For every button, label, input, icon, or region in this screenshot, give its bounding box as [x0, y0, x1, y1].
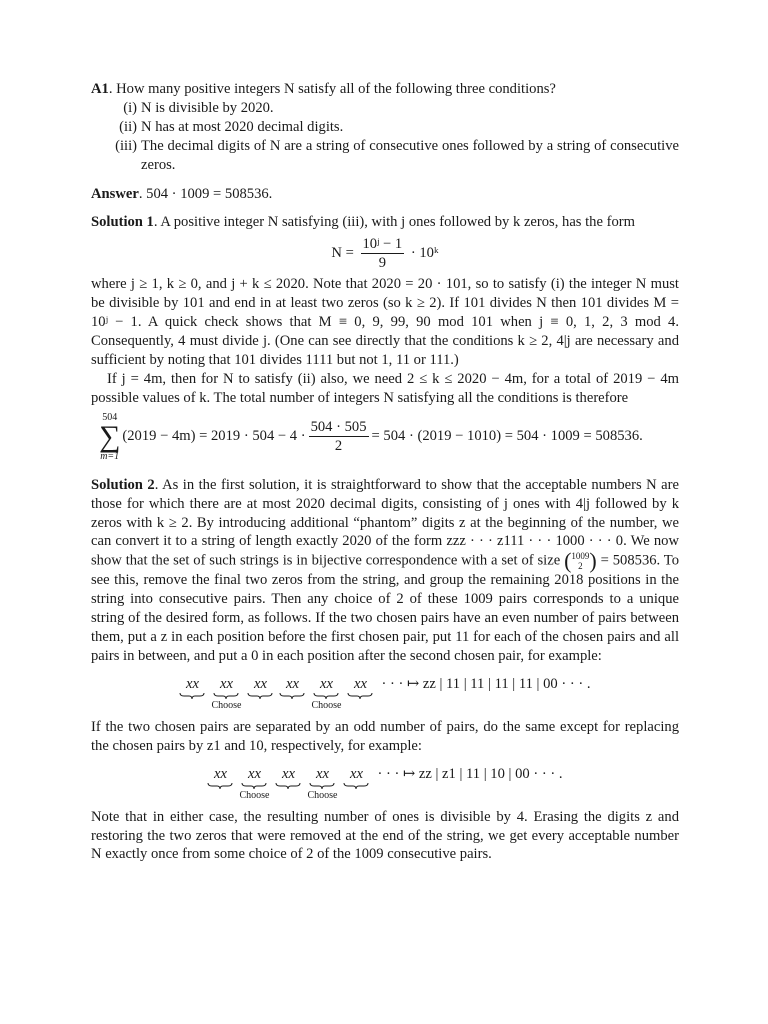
pair-text: xx	[219, 675, 233, 692]
answer-text: 504 · 1009 = 508536.	[146, 185, 273, 202]
pair-group	[239, 766, 269, 802]
pair-group	[307, 766, 337, 802]
pair-group	[279, 676, 305, 712]
choose-label: Choose	[311, 699, 342, 711]
example1-diagram	[91, 676, 679, 712]
sum-fraction-numerator: 504 · 505	[310, 419, 367, 436]
pair-group	[207, 766, 233, 802]
condition-number: (iii)	[115, 137, 137, 154]
sum-fraction-denominator: 2	[334, 438, 343, 455]
underbrace-icon	[213, 692, 239, 700]
underbrace-icon	[279, 692, 305, 700]
underbrace-icon	[241, 782, 267, 790]
choose-label	[259, 700, 262, 712]
choose-label: Choose	[239, 789, 270, 801]
solution1-paragraph2: If j = 4m, then for N to satisfy (ii) also, we need 2 ≤ k ≤ 2020 − 4m, for a total of 2019 − 4m possible values of k. The total number of integers N satisfying all the conditions is therefore	[91, 370, 679, 406]
pair-group	[275, 766, 301, 802]
binom-top: 1009	[571, 551, 590, 562]
choose-label	[359, 700, 362, 712]
pair-text: xx	[213, 765, 227, 782]
choose-label	[287, 790, 290, 802]
pair-text: xx	[285, 675, 299, 692]
pair-text: xx	[253, 675, 267, 692]
formula-numerator: 10ʲ − 1	[362, 236, 403, 253]
formula-n	[91, 236, 679, 271]
solution2-paragraph3: Note that in either case, the resulting number of ones is divisible by 4. Erasing the digits z and restoring the two zeros that were removed at the end of the string, we get every acceptable number N exactly once from some choice of 2 of the 1009 consecutive pairs.	[91, 808, 679, 863]
solution2-paragraph1: Solution 2. As in the first solution, it is straightforward to show that the acceptable numbers N are those for which there are at most 2020 decimal digits, consisting of j ones with 4|j followed by k zeros with k ≥ 2. By introducing additional “phantom” digits z at the beginning of the number, we can convert it to a string of length exactly 2020 of the form zzz · · · z111 · · · 1000 · · · 0. We now show that the set of such strings is in bijective correspondence with a set of size ( 1009 2 ) = 508536. To see this, remove the final two zeros from the string, and group the remaining 2018 positions in the string into consecutive pairs. Then any choice of 2 of these 1009 pairs corresponds to a unique string of the desired form, as follows. If the two chosen pairs have an even number of pairs between them, put a z in each position before the first chosen pair, put 11 for each of the chosen pairs and all pairs in between, and put a 0 in each position after the second chosen pair, for example:	[91, 476, 679, 664]
condition-number: (i)	[123, 99, 137, 116]
underbrace-icon	[343, 782, 369, 790]
answer-line: Answer. 504 · 1009 = 508536.	[91, 185, 273, 202]
binomial-coefficient: ( 1009 2 )	[564, 548, 597, 574]
sum-upper-limit: 504	[102, 411, 118, 423]
underbrace-icon	[247, 692, 273, 700]
condition-text: N is divisible by 2020.	[141, 99, 274, 116]
solution1-paragraph1: where j ≥ 1, k ≥ 0, and j + k ≤ 2020. Note that 2020 = 20 · 101, so to satisfy (i) the integer N must be divisible by 101 and end in at least two zeros (so k ≥ 2). If 101 divides N then 101 divides M = 10ʲ − 1. A quick check shows that M ≡ 0, 9, 99, 90 mod 101 when j ≡ 0, 1, 2, 3 mod 4. Consequently, 4 must divide j. (One can see directly that the conditions k ≥ 2, 4|j are necessary and sufficient by noting that 101 divides 1111 but not 1, 11 or 111.)	[91, 276, 679, 368]
condition-item	[91, 118, 679, 137]
sum-fraction	[309, 419, 369, 454]
condition-number: (ii)	[119, 118, 137, 135]
solution2-text-a: As in the first solution, it is straightforward to show that the acceptable numbers N are those for which there are at most 2020 decimal digits, consisting of j ones with 4|j followed by k zeros with k ≥ 2. By introducing additional “phantom” digits z at the beginning of the number, we can convert it to a string of length exactly 2020 of the form zzz · · · z111 · · · 1000 · · · 0. We now show that the set of such strings is in bijective correspondence with a set of size	[91, 476, 679, 569]
sum-equation	[99, 412, 679, 462]
sigma-symbol: 504 ∑ m=1	[99, 411, 121, 462]
solution2-label: Solution 2	[91, 476, 155, 493]
pair-text: xx	[353, 675, 367, 692]
solution2-text-b: = 508536. To see this, remove the final two zeros from the string, and group the remaining 2018 positions in the string into consecutive pairs. Then any choice of 2 of these 1009 pairs corresponds to a unique string of the desired form, as follows. If the two chosen pairs have an even number of pairs between them, put a z in each position before the first chosen pair, put 11 for each of the chosen pairs and all pairs in between, and put a 0 in each position after the second chosen pair, for example:	[91, 552, 679, 664]
underbrace-icon	[309, 782, 335, 790]
formula-denominator: 9	[378, 255, 386, 272]
example2-diagram	[91, 766, 679, 802]
condition-text: N has at most 2020 decimal digits.	[141, 118, 344, 135]
pair-group	[311, 676, 341, 712]
underbrace-icon	[207, 782, 233, 790]
pair-group	[247, 676, 273, 712]
pair-text: xx	[185, 675, 199, 692]
formula-lhs: N =	[331, 245, 354, 262]
sum-term: (2019 − 4m) = 2019 · 504 − 4 ·	[122, 428, 306, 445]
pair-text: xx	[247, 765, 261, 782]
solution1-intro: Solution 1. A positive integer N satisfying (iii), with j ones followed by k zeros, has the form	[91, 214, 635, 231]
pair-text: xx	[281, 765, 295, 782]
solution2-paragraph2: If the two chosen pairs are separated by an odd number of pairs, do the same except for replacing the chosen pairs by z1 and 10, respectively, for example:	[91, 718, 679, 754]
choose-label	[219, 790, 222, 802]
choose-label: Choose	[211, 699, 242, 711]
pair-text: xx	[315, 765, 329, 782]
problem-statement: A1. How many positive integers N satisfy all of the following three conditions?	[91, 81, 556, 97]
solution1-label: Solution 1	[91, 214, 154, 231]
choose-label	[291, 700, 294, 712]
underbrace-icon	[275, 782, 301, 790]
mapping-result: · · · ↦ zz | 11 | 11 | 11 | 11 | 00 · · · .	[381, 675, 591, 692]
pair-group	[347, 676, 373, 712]
mapping-result: · · · ↦ zz | z1 | 11 | 10 | 00 · · · .	[377, 765, 563, 782]
pair-text: xx	[319, 675, 333, 692]
choose-label: Choose	[307, 789, 338, 801]
pair-group	[179, 676, 205, 712]
underbrace-icon	[347, 692, 373, 700]
choose-label	[191, 700, 194, 712]
condition-item	[91, 137, 679, 175]
condition-item	[91, 99, 679, 118]
answer-label: Answer	[91, 185, 139, 202]
problem-label: A1	[91, 81, 109, 97]
binom-bottom: 2	[578, 561, 583, 572]
solution1-intro-text: A positive integer N satisfying (iii), with j ones followed by k zeros, has the form	[160, 214, 635, 231]
document-page	[91, 80, 679, 864]
formula-rhs: · 10ᵏ	[410, 245, 439, 262]
conditions-list	[91, 99, 679, 175]
pair-group	[211, 676, 241, 712]
underbrace-icon	[313, 692, 339, 700]
pair-group	[343, 766, 369, 802]
problem-question: How many positive integers N satisfy all of the following three conditions?	[116, 81, 556, 97]
sum-tail: = 504 · (2019 − 1010) = 504 · 1009 = 508536.	[371, 428, 643, 445]
sum-lower-limit: m=1	[100, 450, 120, 462]
condition-text: The decimal digits of N are a string of consecutive ones followed by a string of consecutive zeros.	[141, 137, 679, 173]
formula-fraction	[361, 236, 405, 271]
pair-text: xx	[349, 765, 363, 782]
choose-label	[355, 790, 358, 802]
underbrace-icon	[179, 692, 205, 700]
